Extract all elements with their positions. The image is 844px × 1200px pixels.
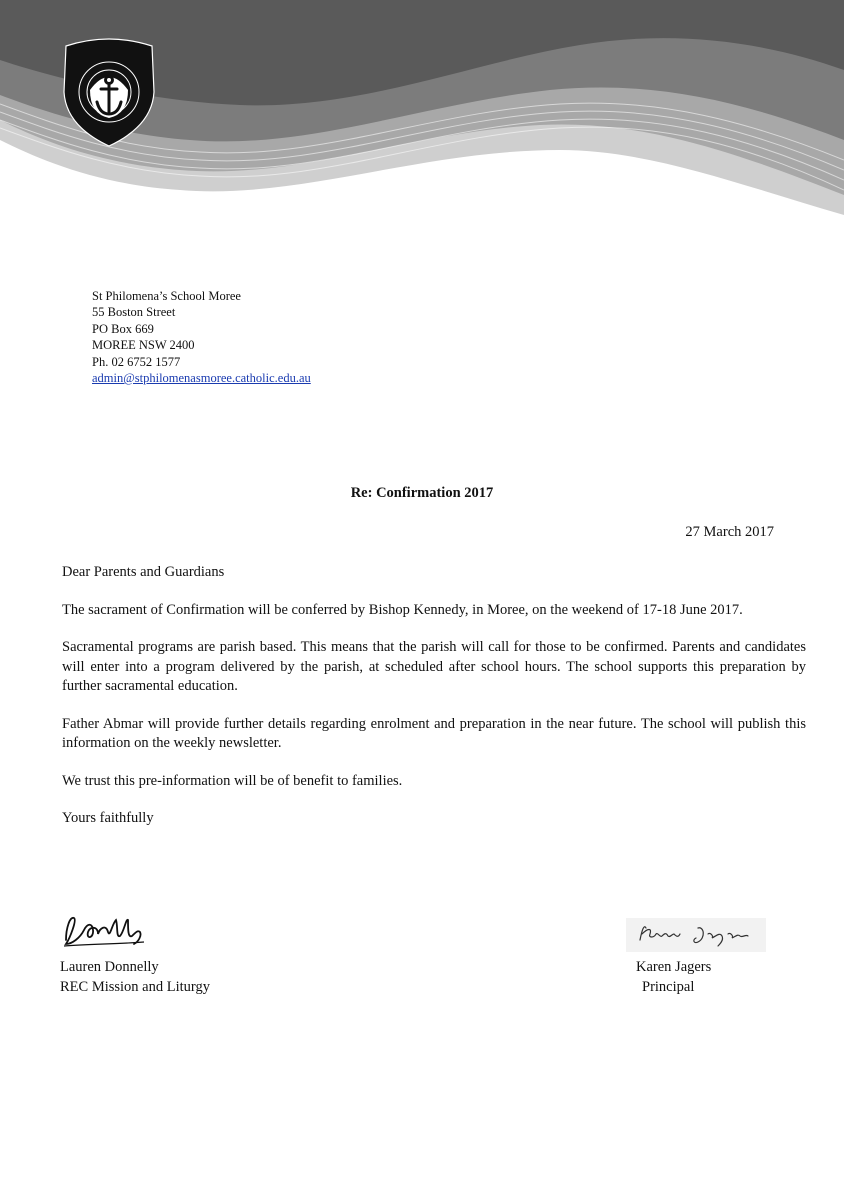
letter-body: [62, 563, 806, 847]
salutation: Dear Parents and Guardians: [62, 564, 225, 580]
body-paragraph: The sacrament of Confirmation will be conferred by Bishop Kennedy, in Moree, on the weekend of 17-18 June 2017.: [62, 601, 743, 618]
signatory-role: REC Mission and Liturgy: [60, 979, 210, 995]
email-link[interactable]: admin@stphilomenasmoree.catholic.edu.au: [92, 371, 311, 386]
handwritten-signature-donnelly: [60, 910, 150, 952]
sender-address: [92, 288, 311, 386]
body-paragraph: We trust this pre-information will be of benefit to families.: [62, 772, 403, 789]
signatory-role: Principal: [642, 979, 695, 995]
school-crest-logo: [56, 34, 162, 148]
signature-block-left: [60, 910, 210, 997]
body-paragraph: Father Abmar will provide further details regarding enrolment and preparation in the near future. The school will publish this information on the weekly newsletter.: [62, 715, 806, 751]
letter-subject: Re: Confirmation 2017: [350, 485, 494, 501]
signatory-name: Lauren Donnelly: [60, 959, 159, 975]
letter-date: 27 March 2017: [685, 524, 774, 540]
po-box: PO Box 669: [92, 321, 154, 336]
signatory-name: Karen Jagers: [636, 959, 712, 975]
handwritten-signature-jagers: [626, 918, 766, 952]
closing: Yours faithfully: [62, 810, 154, 826]
body-paragraph: Sacramental programs are parish based. This means that the parish will call for those to be confirmed. Parents and candidates will enter into a program delivered by the parish, at scheduled after school hours. The school supports this preparation by further sacramental education.: [62, 639, 806, 694]
signature-block-right: [626, 918, 766, 997]
town-postcode: MOREE NSW 2400: [92, 338, 195, 353]
school-name: St Philomena’s School Moree: [92, 289, 241, 303]
street-address: 55 Boston Street: [92, 305, 176, 320]
phone-number: Ph. 02 6752 1577: [92, 354, 181, 369]
